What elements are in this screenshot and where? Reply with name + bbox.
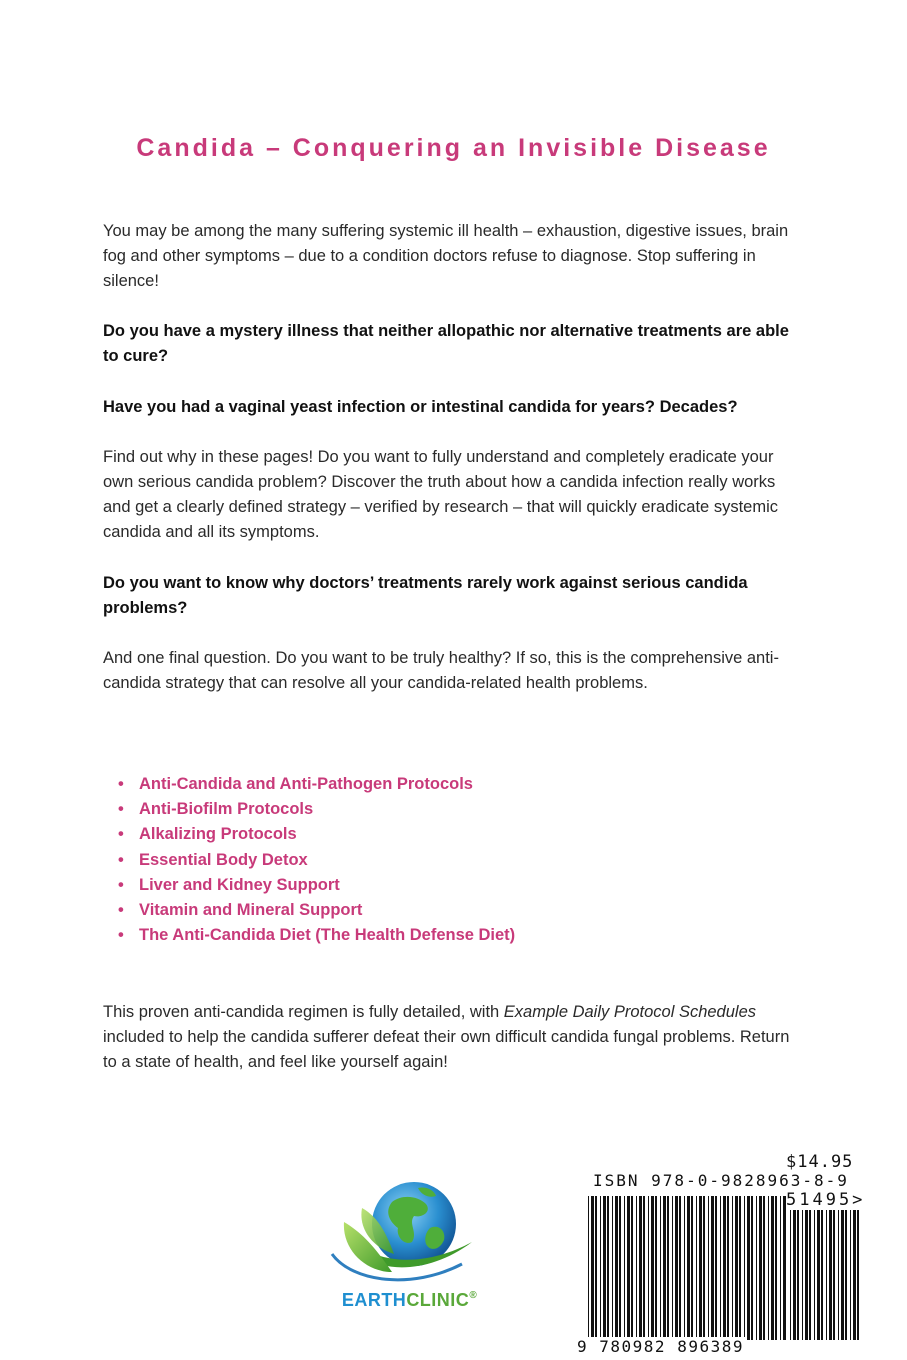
question-text: Have you had a vaginal yeast infection or intestinal candida for years? Decades? (103, 398, 738, 416)
barcode-bar (687, 1196, 690, 1340)
barcode-bar (735, 1196, 738, 1340)
list-item (118, 797, 718, 822)
barcode-bar (675, 1196, 678, 1340)
logo-wordmark (322, 1290, 497, 1311)
closing-text-end: included to help the candida sufferer defeat their own difficult candida fungal problems. Return to a state of health, and feel like yourself again! (103, 1028, 790, 1071)
barcode-bar (829, 1210, 832, 1340)
barcode-bar (595, 1196, 597, 1340)
barcode-bar (591, 1196, 594, 1340)
list-item (118, 923, 718, 948)
protocol-label: Liver and Kidney Support (139, 875, 340, 894)
barcode-bar (814, 1210, 815, 1340)
barcode-bar (636, 1196, 637, 1340)
barcode-addon-label: 51495> (786, 1190, 866, 1210)
barcode-bar (826, 1210, 827, 1340)
closing-text-emphasis: Example Daily Protocol Schedules (503, 1003, 757, 1021)
final-question-text: And one final question. Do you want to be truly healthy? If so, this is the comprehensive anti-candida strategy that can resolve all your candida-related health problems. (103, 649, 779, 692)
barcode-bar (793, 1210, 796, 1340)
question-mystery-illness (103, 319, 793, 369)
bullet: • (118, 901, 124, 920)
earth-clinic-logo (322, 1172, 497, 1322)
barcode-bar (845, 1210, 847, 1340)
barcode-bar (627, 1196, 630, 1340)
barcode-bars (586, 1196, 786, 1340)
barcode-bar (648, 1196, 649, 1340)
barcode-bar (703, 1196, 705, 1340)
barcode-bar (619, 1196, 621, 1340)
barcode-bar (711, 1196, 714, 1340)
final-question-paragraph (103, 646, 793, 696)
barcode-bar (607, 1196, 609, 1340)
barcode-bar (727, 1196, 729, 1340)
barcode-bar (805, 1210, 808, 1340)
barcode-bar (651, 1196, 654, 1340)
barcode-bar (672, 1196, 673, 1340)
discover-paragraph (103, 445, 793, 545)
barcode-bar (790, 1210, 791, 1340)
barcode-bar (802, 1210, 803, 1340)
discover-text: Find out why in these pages! Do you want to fully understand and completely eradicate your own serious candida problem? Discover the truth about how a candida infection really works and get a clearly defined strategy – verified by research – that will quickly eradicate systemic candida and all its symptoms. (103, 448, 778, 541)
barcode-digits: 9 780982 896389 (577, 1337, 744, 1356)
question-text: Do you have a mystery illness that neither allopathic nor alternative treatments are able to cure? (103, 322, 789, 365)
page-title: Candida – Conquering an Invisible Disease (136, 134, 771, 162)
barcode-bar (841, 1210, 844, 1340)
barcode-bar (643, 1196, 645, 1340)
list-item (118, 898, 718, 923)
barcode-bar (853, 1210, 856, 1340)
barcode-bar (663, 1196, 666, 1340)
barcode-bar (612, 1196, 613, 1340)
barcode-bar (759, 1196, 762, 1340)
barcode-bar (624, 1196, 625, 1340)
protocol-label: Anti-Candida and Anti-Pathogen Protocols (139, 775, 473, 793)
globe-leaf-icon (322, 1172, 497, 1292)
question-doctors-treatments (103, 571, 793, 621)
barcode-bar (756, 1196, 757, 1340)
protocol-list (118, 772, 718, 948)
bullet: • (118, 850, 124, 869)
barcode-bar (817, 1210, 820, 1340)
bullet: • (118, 800, 124, 819)
barcode-bar (655, 1196, 657, 1340)
price-label: $14.95 (786, 1152, 854, 1172)
barcode-bar (744, 1196, 745, 1340)
protocol-label: The Anti-Candida Diet (The Health Defense Diet) (139, 926, 516, 945)
barcode-bar (667, 1196, 669, 1340)
barcode-bar (833, 1210, 835, 1340)
barcode-bar (639, 1196, 642, 1340)
barcode-bar (691, 1196, 693, 1340)
list-item (118, 772, 718, 797)
barcode-bar (603, 1196, 606, 1340)
intro-text: You may be among the many suffering systemic ill health – exhaustion, digestive issues, brain fog and other symptoms – due to a condition doctors refuse to diagnose. Stop suffering in silence! (103, 222, 789, 290)
barcode-bar (631, 1196, 633, 1340)
bullet: • (118, 825, 124, 844)
barcode-bar (715, 1196, 717, 1340)
barcode-bar (771, 1196, 774, 1340)
barcode-bar (720, 1196, 721, 1340)
barcode-bar (732, 1196, 733, 1340)
barcode-bar (739, 1196, 741, 1340)
protocol-label: Vitamin and Mineral Support (139, 901, 363, 920)
protocol-label: Essential Body Detox (139, 850, 308, 869)
barcode-bar (850, 1210, 851, 1340)
barcode-bar (600, 1196, 601, 1340)
protocol-label: Anti-Biofilm Protocols (139, 800, 314, 819)
isbn-label: ISBN 978-0-9828963-8-9 (593, 1171, 849, 1190)
barcode-bar (660, 1196, 661, 1340)
list-item (118, 873, 718, 898)
barcode-bar (797, 1210, 799, 1340)
logo-text-clinic: CLINIC (406, 1290, 470, 1310)
barcode-bar (696, 1196, 697, 1340)
barcode-bar (679, 1196, 681, 1340)
question-text: Do you want to know why doctors’ treatments rarely work against serious candida problems? (103, 574, 748, 617)
closing-text-start: This proven anti-candida regimen is fully detailed, with (103, 1003, 504, 1021)
barcode-bar (780, 1196, 781, 1340)
barcode-bar (699, 1196, 702, 1340)
barcode-bar (775, 1196, 777, 1340)
barcode-bar (615, 1196, 618, 1340)
barcode-bar (723, 1196, 726, 1340)
logo-text-earth: EARTH (341, 1290, 407, 1310)
barcode-bar (783, 1196, 786, 1340)
question-yeast-infection (103, 395, 793, 420)
barcode-addon-bars (788, 1210, 860, 1340)
barcode-bar (821, 1210, 823, 1340)
intro-paragraph (103, 219, 793, 294)
barcode-bar (684, 1196, 685, 1340)
barcode-bar (809, 1210, 811, 1340)
bullet: • (118, 875, 124, 894)
bullet: • (118, 926, 124, 945)
barcode-bar (708, 1196, 709, 1340)
bullet: • (118, 775, 124, 793)
closing-text (103, 1000, 793, 1075)
barcode-bar (588, 1196, 589, 1340)
barcode-bar (838, 1210, 839, 1340)
list-item (118, 848, 718, 873)
barcode-bar (763, 1196, 765, 1340)
barcode-bar (857, 1210, 859, 1340)
list-item (118, 822, 718, 847)
protocol-label: Alkalizing Protocols (139, 825, 297, 844)
barcode-bar (768, 1196, 769, 1340)
barcode-bar (751, 1196, 753, 1340)
registered-mark: ® (469, 1290, 478, 1301)
barcode-bar (747, 1196, 750, 1340)
closing-paragraph (103, 1000, 793, 1075)
